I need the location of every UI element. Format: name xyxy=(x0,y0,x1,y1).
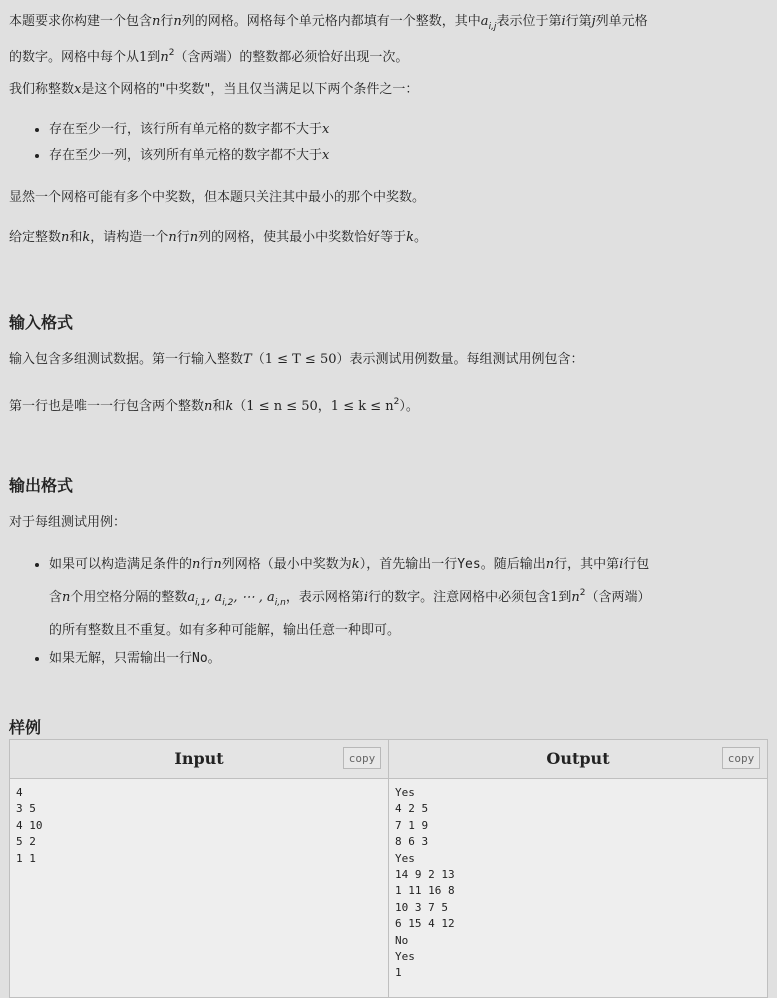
task-paragraph: 给定整数n和k，请构造一个n行n列的网格，使其最小中奖数恰好等于k。 xyxy=(9,230,427,245)
intro-paragraph xyxy=(9,11,768,69)
output-rule-item: • 如果无解，只需输出一行No。 xyxy=(49,645,777,673)
sample-heading: 样例 xyxy=(9,718,42,737)
input-format-line-2: 第一行也是唯一一行包含两个整数n和k（1 ≤ n ≤ 50，$1 \le k \le n^2$）。 xyxy=(9,397,419,414)
sample-table xyxy=(9,739,768,998)
sample-output-cell xyxy=(389,779,768,998)
output-format-heading: 输出格式 xyxy=(9,476,74,495)
copy-input-button[interactable]: copy xyxy=(343,747,381,769)
output-format-intro: 对于每组测试用例： xyxy=(9,515,127,530)
intro-line-2: 的数字。网格中每个从1到$n^2$（含两端）的整数都必须恰好出现一次。 xyxy=(9,48,409,65)
copy-output-button[interactable]: copy xyxy=(722,747,760,769)
sample-input-text[interactable]: 4 3 5 4 10 5 2 1 1 xyxy=(16,786,43,865)
sample-output-text[interactable]: Yes 4 2 5 7 1 9 8 6 3 Yes 14 9 2 13 1 11 16 8 10 3 7 5 6 15 4 12 No Yes 1 xyxy=(395,786,455,980)
input-label: Input xyxy=(174,749,224,768)
definition-paragraph: 我们称整数x是这个网格的"中奖数"，当且仅当满足以下两个条件之一： xyxy=(9,82,419,97)
output-label: Output xyxy=(546,749,610,768)
output-rules-list xyxy=(9,551,777,673)
condition-item: • 存在至少一列，该列所有单元格的数字都不大于x xyxy=(49,143,329,169)
input-column-header xyxy=(10,740,389,779)
input-format-line-1: 输入包含多组测试数据。第一行输入整数T（1 ≤ T ≤ 50）表示测试用例数量。每组测试用例包含： xyxy=(9,352,584,367)
note-paragraph: 显然一个网格可能有多个中奖数，但本题只关注其中最小的那个中奖数。 xyxy=(9,190,426,205)
condition-item: • 存在至少一行，该行所有单元格的数字都不大于x xyxy=(49,117,329,143)
output-column-header xyxy=(389,740,768,779)
intro-line-1: 本题要求你构建一个包含n行n列的网格。网格每个单元格内都填有一个整数，其中$a_{i,j}$表示位于第i行第j列单元格 xyxy=(9,14,648,32)
input-format-heading: 输入格式 xyxy=(9,313,74,332)
sample-input-cell xyxy=(10,779,389,998)
output-rule-item: • 如果可以构造满足条件的n行n列网格（最小中奖数为k），首先输出一行Yes。随后输出n行，其中第i行包 含n个用空格分隔的整数$a_{i,1}$, $a_{i,2}$, ⋯ , $a_{i,n}$，表示网格第i行的数字。注意网格中必须包含1到$n^2$（含两端） 的所有整数且不重复。如有多种可能解，输出任意一种即可。 xyxy=(49,551,777,645)
conditions-list xyxy=(9,117,329,169)
